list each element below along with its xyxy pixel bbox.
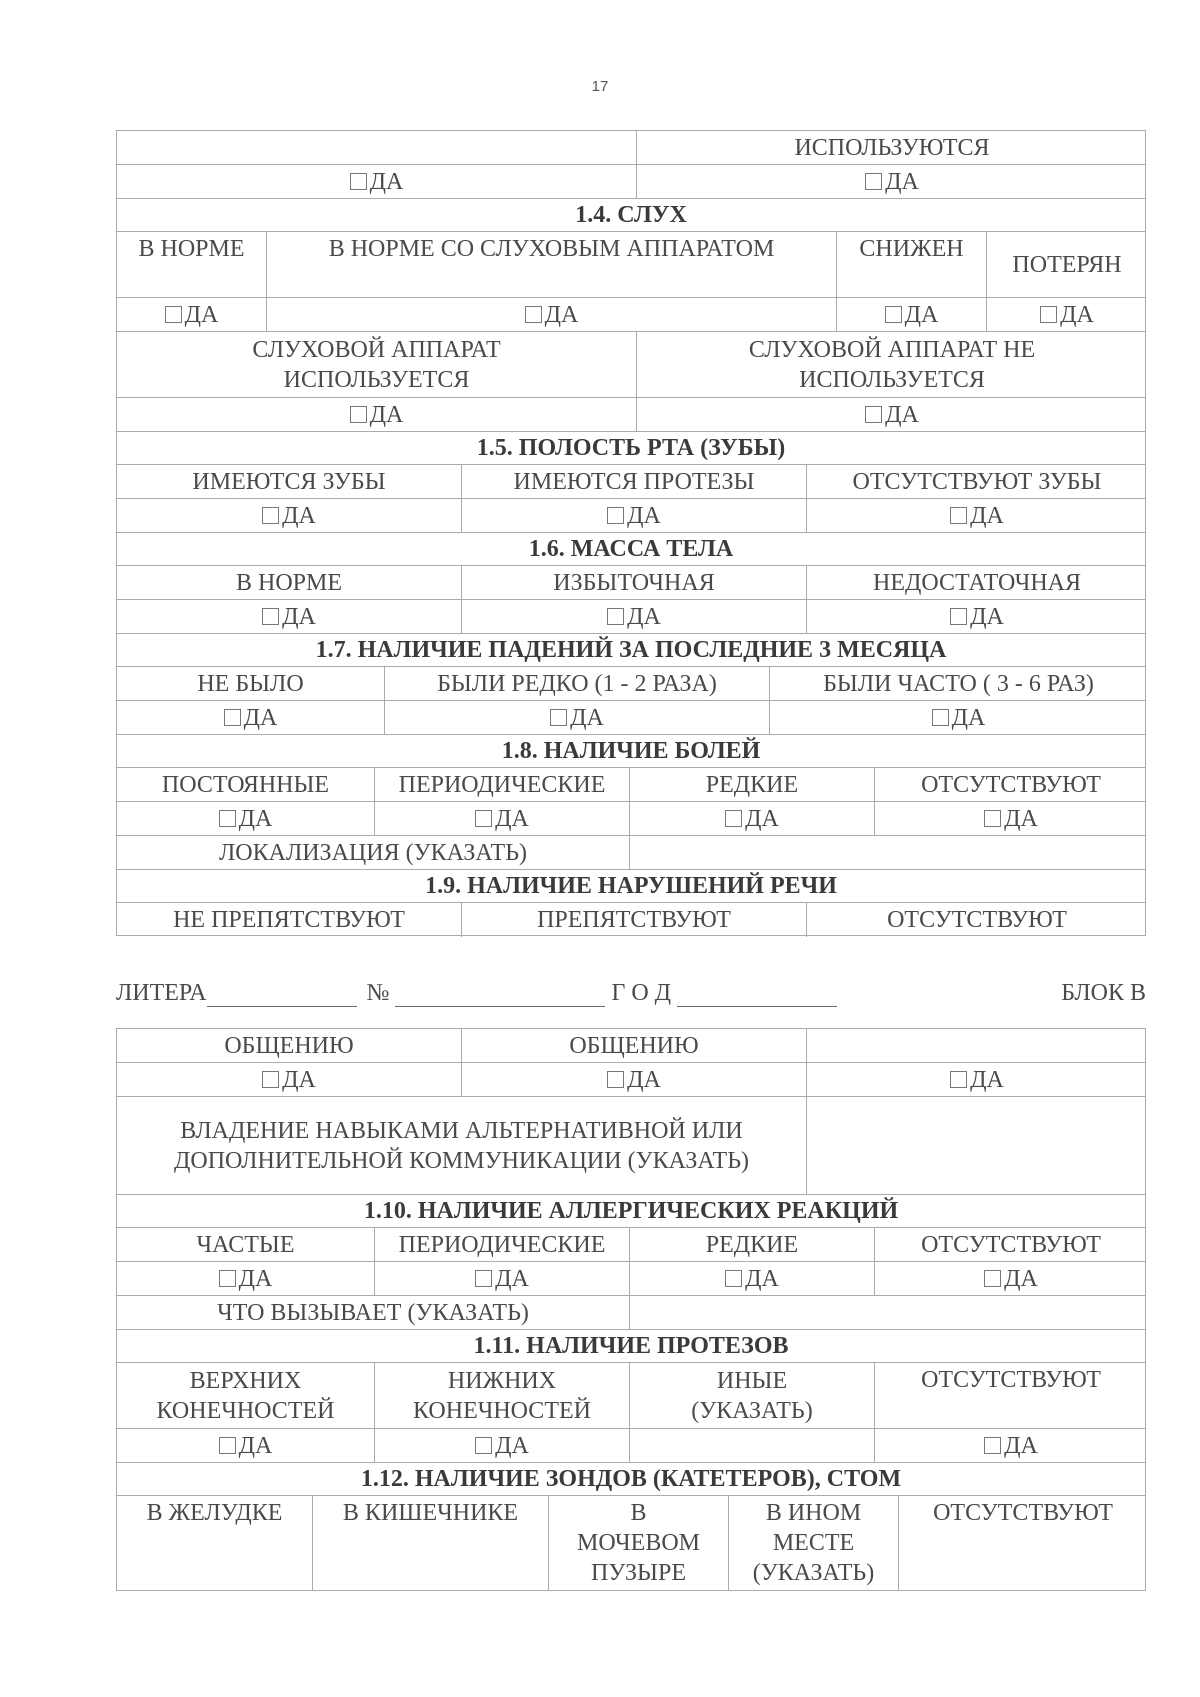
mouth-has-dentures: ИМЕЮТСЯ ПРОТЕЗЫ [462, 465, 807, 499]
checkbox-yes[interactable]: ДА [219, 1431, 273, 1461]
empty-cell [117, 131, 637, 165]
row-hearing-aid [116, 331, 1146, 397]
checkbox-yes[interactable]: ДА [165, 300, 219, 330]
section-title-allergy: 1.10. НАЛИЧИЕ АЛЛЕРГИЧЕСКИХ РЕАКЦИЙ [116, 1194, 1146, 1227]
hearing-normal-aid: В НОРМЕ СО СЛУХОВЫМ АППАРАТОМ [267, 232, 837, 297]
litera-input[interactable] [207, 984, 357, 1007]
row-prosthesis-checks [116, 1428, 1146, 1462]
checkbox-yes[interactable]: ДА [950, 1065, 1004, 1095]
footer-line [116, 980, 1146, 1007]
falls-often: БЫЛИ ЧАСТО ( 3 - 6 РАЗ) [823, 671, 1094, 697]
section-title-probes: 1.12. НАЛИЧИЕ ЗОНДОВ (КАТЕТЕРОВ), СТОМ [116, 1462, 1146, 1495]
checkbox-yes[interactable]: ДА [725, 1264, 779, 1294]
checkbox-yes[interactable]: ДА [1040, 300, 1094, 330]
probes-other: В ИНОМ МЕСТЕ (УКАЗАТЬ) [729, 1496, 899, 1590]
row-mouth-checks [116, 498, 1146, 532]
empty-cell [630, 1429, 875, 1463]
row-speech-options [116, 902, 1146, 936]
probes-bladder: В МОЧЕВОМ ПУЗЫРЕ [549, 1496, 729, 1590]
row-prosthesis-options [116, 1362, 1146, 1428]
checkbox-yes[interactable]: ДА [262, 1065, 316, 1095]
checkbox-yes[interactable]: ДА [984, 804, 1038, 834]
prosthesis-upper: ВЕРХНИХ КОНЕЧНОСТЕЙ [117, 1363, 375, 1428]
allergy-cause-input[interactable] [630, 1296, 1147, 1330]
section-title-mouth: 1.5. ПОЛОСТЬ РТА (ЗУБЫ) [116, 431, 1146, 464]
row-falls-options [116, 666, 1146, 700]
form-top [116, 130, 1146, 936]
probes-absent: ОТСУТСТВУЮТ [933, 1500, 1113, 1526]
hearing-lost: ПОТЕРЯН [1012, 251, 1122, 278]
empty-cell [807, 1029, 1147, 1063]
checkbox-yes[interactable]: ДА [475, 804, 529, 834]
year-input[interactable] [677, 984, 837, 1007]
pain-rare: РЕДКИЕ [630, 768, 875, 802]
hearing-aid-used: СЛУХОВОЙ АППАРАТ ИСПОЛЬЗУЕТСЯ [117, 332, 637, 397]
section-title-hearing: 1.4. СЛУХ [116, 198, 1146, 231]
weight-excess: ИЗБЫТОЧНАЯ [462, 566, 807, 600]
checkbox-yes[interactable]: ДА [475, 1264, 529, 1294]
pain-absent: ОТСУТСТВУЮТ [921, 772, 1101, 798]
mouth-no-teeth: ОТСУТСТВУЮТ ЗУБЫ [852, 469, 1102, 495]
form-bottom [116, 1028, 1146, 1591]
allergy-frequent: ЧАСТЫЕ [117, 1228, 375, 1262]
footer-litera: ЛИТЕРА [116, 980, 207, 1006]
row-hearing-checks [116, 297, 1146, 331]
hearing-reduced: СНИЖЕН [837, 232, 987, 297]
probes-stomach: В ЖЕЛУДКЕ [117, 1496, 313, 1590]
row-uses [116, 130, 1146, 164]
row-weight-checks [116, 599, 1146, 633]
section-title-falls: 1.7. НАЛИЧИЕ ПАДЕНИЙ ЗА ПОСЛЕДНИЕ 3 МЕСЯЦА [116, 633, 1146, 666]
speech-communication: ОБЩЕНИЮ [117, 1029, 462, 1063]
row-hearing-aid-checks [116, 397, 1146, 431]
mouth-has-teeth: ИМЕЮТСЯ ЗУБЫ [117, 465, 462, 499]
row-hearing-options [116, 231, 1146, 297]
speech-not-prevent: НЕ ПРЕПЯТСТВУЮТ [117, 903, 462, 937]
row-pain-options [116, 767, 1146, 801]
section-title-pain: 1.8. НАЛИЧИЕ БОЛЕЙ [116, 734, 1146, 767]
row-falls-checks [116, 700, 1146, 734]
speech-communication: ОБЩЕНИЮ [462, 1029, 807, 1063]
row-pain-location [116, 835, 1146, 869]
checkbox-yes[interactable]: ДА [219, 804, 273, 834]
checkbox-yes[interactable]: ДА [725, 804, 779, 834]
hearing-aid-not-used: СЛУХОВОЙ АППАРАТ НЕ ИСПОЛЬЗУЕТСЯ [748, 336, 1036, 393]
row-alt-comm [116, 1096, 1146, 1194]
allergy-absent: ОТСУТСТВУЮТ [921, 1232, 1101, 1258]
allergy-rare: РЕДКИЕ [630, 1228, 875, 1262]
checkbox-yes[interactable]: ДА [950, 501, 1004, 531]
checkbox-yes[interactable]: ДА [984, 1431, 1038, 1461]
row-speech-checks [116, 1062, 1146, 1096]
checkbox-yes[interactable]: ДА [885, 300, 939, 330]
row-speech-continued [116, 1028, 1146, 1062]
checkbox-yes[interactable]: ДА [350, 167, 404, 197]
row-allergy-options [116, 1227, 1146, 1261]
row-uses-checks [116, 164, 1146, 198]
allergy-cause-label: ЧТО ВЫЗЫВАЕТ (УКАЗАТЬ) [117, 1296, 630, 1330]
row-pain-checks [116, 801, 1146, 835]
checkbox-yes[interactable]: ДА [865, 400, 919, 430]
checkbox-yes[interactable]: ДА [607, 501, 661, 531]
checkbox-yes[interactable]: ДА [262, 501, 316, 531]
checkbox-yes[interactable]: ДА [950, 602, 1004, 632]
checkbox-yes[interactable]: ДА [607, 602, 661, 632]
section-title-speech: 1.9. НАЛИЧИЕ НАРУШЕНИЙ РЕЧИ [116, 869, 1146, 902]
falls-none: НЕ БЫЛО [117, 667, 385, 701]
probes-intestine: В КИШЕЧНИКЕ [313, 1496, 549, 1590]
section-title-weight: 1.6. МАССА ТЕЛА [116, 532, 1146, 565]
checkbox-yes[interactable]: ДА [550, 703, 604, 733]
row-weight-options [116, 565, 1146, 599]
checkbox-yes[interactable]: ДА [932, 703, 986, 733]
checkbox-yes[interactable]: ДА [219, 1264, 273, 1294]
row-allergy-checks [116, 1261, 1146, 1295]
checkbox-yes[interactable]: ДА [350, 400, 404, 430]
checkbox-yes[interactable]: ДА [475, 1431, 529, 1461]
pain-periodic: ПЕРИОДИЧЕСКИЕ [375, 768, 630, 802]
uses-label: ИСПОЛЬЗУЮТСЯ [794, 135, 990, 161]
section-title-prosthesis: 1.11. НАЛИЧИЕ ПРОТЕЗОВ [116, 1329, 1146, 1362]
hearing-normal: В НОРМЕ [117, 232, 267, 297]
row-allergy-cause [116, 1295, 1146, 1329]
checkbox-yes[interactable]: ДА [525, 300, 579, 330]
checkbox-yes[interactable]: ДА [224, 703, 278, 733]
checkbox-yes[interactable]: ДА [865, 167, 919, 197]
alt-comm-label: ВЛАДЕНИЕ НАВЫКАМИ АЛЬТЕРНАТИВНОЙ ИЛИ ДОПОЛНИТЕЛЬНОЙ КОММУНИКАЦИИ (УКАЗАТЬ) [117, 1097, 807, 1194]
prosthesis-lower: НИЖНИХ КОНЕЧНОСТЕЙ [375, 1363, 630, 1428]
page-number: 17 [591, 78, 609, 95]
weight-deficient: НЕДОСТАТОЧНАЯ [872, 570, 1082, 596]
number-input[interactable] [395, 984, 605, 1007]
checkbox-yes[interactable]: ДА [262, 602, 316, 632]
footer-year: Г О Д [611, 980, 672, 1006]
footer-block: БЛОК В [1061, 980, 1146, 1006]
prosthesis-other: ИНЫЕ (УКАЗАТЬ) [630, 1363, 875, 1428]
falls-rare: БЫЛИ РЕДКО (1 - 2 РАЗА) [385, 667, 770, 701]
pain-location-input[interactable] [630, 836, 1147, 870]
row-mouth-options [116, 464, 1146, 498]
pain-location-label: ЛОКАЛИЗАЦИЯ (УКАЗАТЬ) [117, 836, 630, 870]
weight-normal: В НОРМЕ [117, 566, 462, 600]
prosthesis-absent: ОТСУТСТВУЮТ [921, 1367, 1101, 1393]
alt-comm-input[interactable] [807, 1097, 1147, 1194]
row-probes-options [116, 1495, 1146, 1591]
checkbox-yes[interactable]: ДА [607, 1065, 661, 1095]
checkbox-yes[interactable]: ДА [984, 1264, 1038, 1294]
footer-number: № [366, 980, 390, 1006]
allergy-periodic: ПЕРИОДИЧЕСКИЕ [375, 1228, 630, 1262]
speech-absent: ОТСУТСТВУЮТ [887, 907, 1067, 933]
pain-constant: ПОСТОЯННЫЕ [117, 768, 375, 802]
speech-prevent: ПРЕПЯТСТВУЮТ [462, 903, 807, 937]
